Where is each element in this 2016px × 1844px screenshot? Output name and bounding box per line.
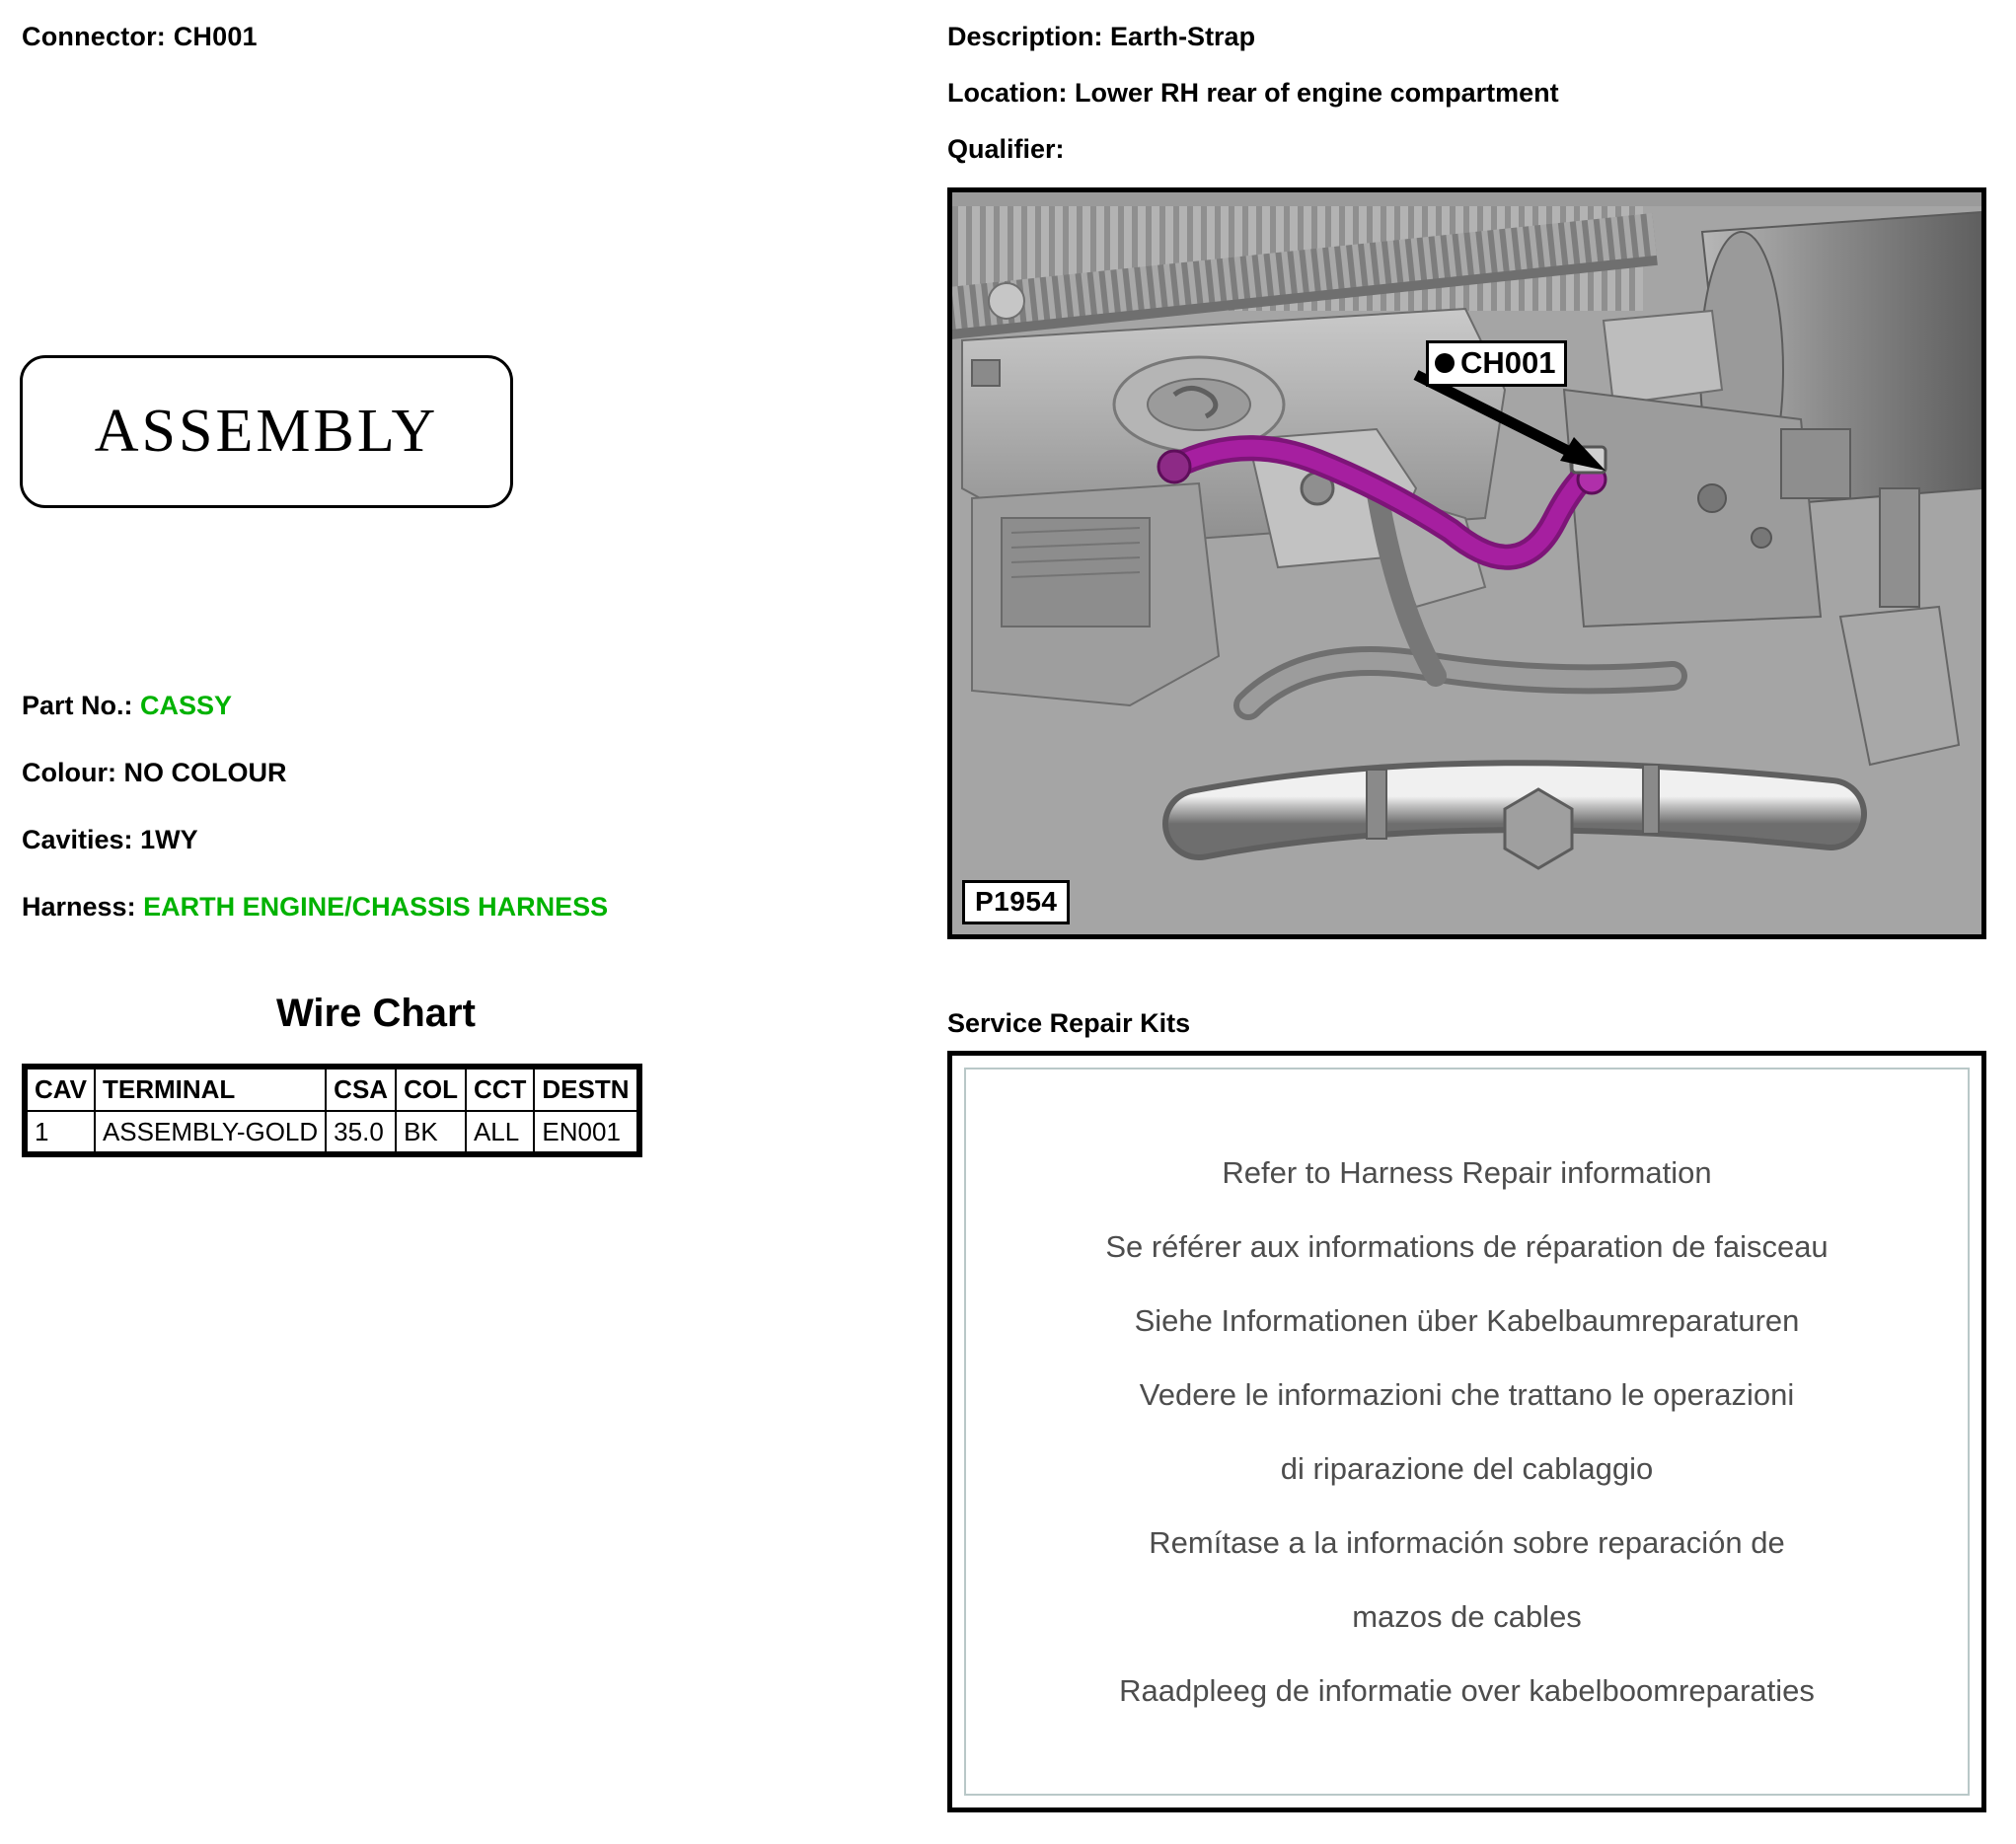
photo-id-label: P1954: [962, 880, 1070, 924]
cell-cav: 1: [27, 1111, 95, 1153]
connector-heading: [22, 22, 910, 52]
colour-value: NO COLOUR: [123, 758, 287, 787]
wire-chart-container: [22, 1064, 642, 1157]
wire-chart-table: [26, 1068, 638, 1153]
cell-csa: 35.0: [326, 1111, 396, 1153]
callout-dot-icon: [1435, 353, 1455, 373]
description-label: Description:: [947, 22, 1103, 51]
cell-destn: EN001: [534, 1111, 636, 1153]
wire-chart-header-col: COL: [396, 1069, 466, 1111]
repair-line-es-2: mazos de cables: [1352, 1599, 1582, 1634]
wire-chart-header-destn: DESTN: [534, 1069, 636, 1111]
engine-bay-illustration: [952, 192, 1981, 934]
harness-label: Harness:: [22, 892, 136, 922]
wire-chart-title: Wire Chart: [276, 992, 476, 1035]
qualifier-row: [947, 134, 1993, 165]
wire-chart-header-row: [27, 1069, 637, 1111]
cell-cct: ALL: [466, 1111, 534, 1153]
repair-line-nl: Raadpleeg de informatie over kabelboomreparaties: [1119, 1673, 1815, 1708]
description-row: [947, 22, 1993, 52]
part-no-row: [22, 691, 870, 721]
location-value: Lower RH rear of engine compartment: [1075, 78, 1559, 108]
part-no-label: Part No.:: [22, 691, 133, 720]
repair-line-de: Siehe Informationen über Kabelbaumreparaturen: [1134, 1303, 1800, 1338]
repair-line-it-1: Vedere le informazioni che trattano le operazioni: [1139, 1377, 1795, 1412]
callout-label: CH001: [1460, 345, 1556, 380]
connector-label: Connector:: [22, 22, 166, 51]
assembly-symbol-label: ASSEMBLY: [94, 398, 439, 465]
connector-value: CH001: [173, 22, 258, 51]
callout-ch001: [1426, 340, 1567, 387]
colour-row: [22, 758, 870, 788]
wire-chart-header-cct: CCT: [466, 1069, 534, 1111]
left-column: [22, 22, 910, 52]
repair-line-es-1: Remítase a la información sobre reparación de: [1149, 1525, 1785, 1560]
wire-chart-header-terminal: TERMINAL: [95, 1069, 326, 1111]
assembly-symbol-box: [20, 355, 513, 508]
location-label: Location:: [947, 78, 1068, 108]
wire-chart-header-csa: CSA: [326, 1069, 396, 1111]
repair-line-it-2: di riparazione del cablaggio: [1280, 1451, 1654, 1486]
table-row: [27, 1111, 637, 1153]
harness-row: [22, 892, 870, 922]
component-location-photo: [947, 187, 1986, 939]
cell-col: BK: [396, 1111, 466, 1153]
cavities-row: [22, 825, 870, 855]
right-column: [947, 22, 1993, 190]
wire-chart-header-cav: CAV: [27, 1069, 95, 1111]
colour-label: Colour:: [22, 758, 116, 787]
qualifier-label: Qualifier:: [947, 134, 1065, 164]
description-value: Earth-Strap: [1110, 22, 1256, 51]
repair-line-fr: Se référer aux informations de réparation de faisceau: [1105, 1229, 1829, 1264]
cavities-value: 1WY: [140, 825, 198, 854]
cell-terminal: ASSEMBLY-GOLD: [95, 1111, 326, 1153]
service-repair-kits-title: Service Repair Kits: [947, 1008, 1191, 1038]
service-repair-kits-box: [947, 1051, 1986, 1812]
harness-value: EARTH ENGINE/CHASSIS HARNESS: [143, 892, 609, 922]
repair-line-en: Refer to Harness Repair information: [1222, 1155, 1712, 1190]
service-repair-kits-inner: [964, 1068, 1970, 1796]
part-no-value: CASSY: [140, 691, 233, 720]
connector-metadata: [22, 691, 870, 959]
location-row: [947, 78, 1993, 109]
cavities-label: Cavities:: [22, 825, 133, 854]
